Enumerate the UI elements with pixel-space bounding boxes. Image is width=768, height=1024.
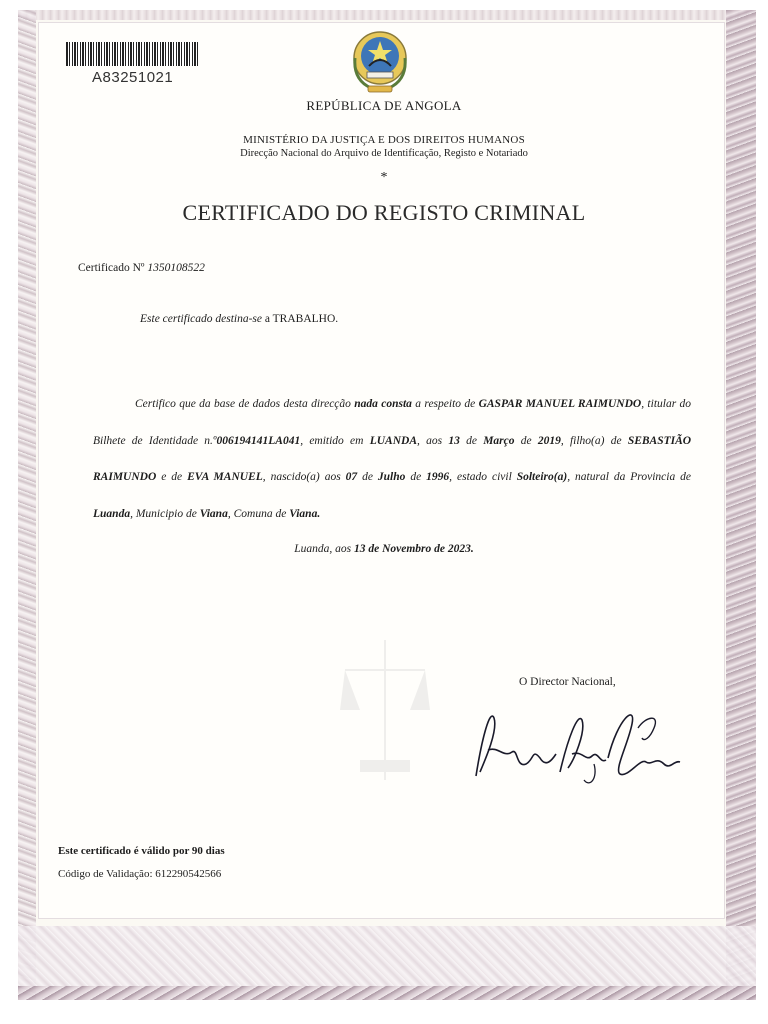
issued-in: LUANDA <box>369 434 417 447</box>
body-text-11: de <box>362 471 373 483</box>
director-signature <box>468 698 683 793</box>
national-emblem-icon <box>349 28 411 96</box>
body-text-3: , titular do Bilhete de Identidade n.º <box>93 398 692 447</box>
nada-consta: nada consta <box>354 398 412 410</box>
security-border-top <box>18 10 756 20</box>
holder-name: GASPAR MANUEL RAIMUNDO <box>478 398 642 410</box>
serial-number: A83251021 <box>92 69 174 86</box>
barcode <box>66 42 198 66</box>
body-text-7: de <box>520 434 532 447</box>
country-heading: REPÚBLICA DE ANGOLA <box>306 98 462 113</box>
body-text-5: , aos <box>416 434 443 447</box>
body-text-4: , emitido em <box>300 434 364 447</box>
ministry-heading: MINISTÉRIO DA JUSTIÇA E DOS DIREITOS HUMANOS <box>243 134 525 146</box>
body-text-13: , estado civil <box>449 471 512 483</box>
father-name: SEBASTIÃO RAIMUNDO <box>93 434 692 483</box>
body-text-8: , filho(a) de <box>560 434 622 447</box>
validation-code-line <box>58 868 221 880</box>
birth-day: 07 <box>345 471 358 483</box>
issue-month: Março <box>483 434 515 447</box>
validity-note: Este certificado é válido por 90 dias <box>58 845 225 857</box>
birth-year: 1996 <box>426 471 450 483</box>
director-title: O Director Nacional, <box>519 676 616 688</box>
id-number: 006194141LA041 <box>216 434 301 447</box>
validation-code: 612290542566 <box>155 868 222 880</box>
watermark-justice-icon <box>340 640 430 780</box>
security-border-bottom <box>18 926 756 1000</box>
municipality: Viana <box>199 507 228 520</box>
issue-date-line <box>0 543 768 555</box>
body-text-1: Certifico que da base de dados desta direcção <box>135 398 351 410</box>
body-text-6: de <box>466 434 477 447</box>
province: Luanda <box>93 507 131 520</box>
certificate-number: 1350108522 <box>147 262 205 274</box>
civil-status: Solteiro(a) <box>516 471 568 483</box>
mother-name: EVA MANUEL <box>187 471 263 483</box>
validation-code-label: Código de Validação: <box>58 868 153 880</box>
certificate-number-line <box>78 262 205 274</box>
purpose-text: Este certificado destina-se <box>140 313 262 325</box>
issue-day: 13 <box>448 434 460 447</box>
body-text-14: , natural da Provincia de <box>567 471 692 483</box>
birth-month: Julho <box>377 471 406 483</box>
certification-paragraph <box>93 386 691 532</box>
issue-place: Luanda, aos <box>294 543 352 555</box>
body-text-9: e de <box>161 471 183 483</box>
body-text-15: , Municipio de <box>130 507 197 520</box>
certificate-number-label: Certificado Nº <box>78 262 145 274</box>
direction-heading: Direcção Nacional do Arquivo de Identificação, Registo e Notariado <box>240 148 528 159</box>
issue-year: 2019 <box>537 434 561 447</box>
purpose-line <box>140 313 338 325</box>
purpose-target: a TRABALHO. <box>264 313 339 325</box>
body-text-10: , nascido(a) aos <box>262 471 341 483</box>
commune: Viana. <box>289 507 321 520</box>
body-text-16: , Comuna de <box>227 507 287 520</box>
document-title: CERTIFICADO DO REGISTO CRIMINAL <box>182 200 586 225</box>
body-text-12: de <box>410 471 422 483</box>
body-text-2: a respeito de <box>415 398 476 410</box>
issue-date: 13 de Novembro de 2023. <box>353 543 474 555</box>
star-mark: * <box>380 170 388 185</box>
